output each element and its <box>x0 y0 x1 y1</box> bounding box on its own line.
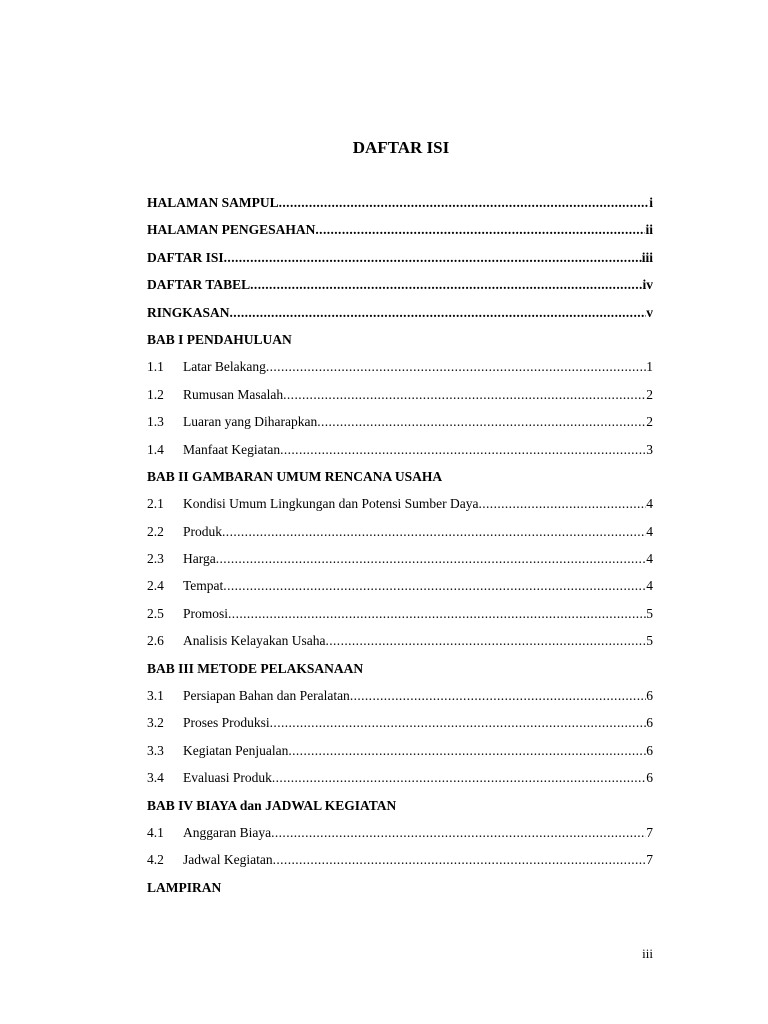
toc-entry-number: 1.2 <box>147 386 164 402</box>
footer-page-number: iii <box>642 946 653 961</box>
dot-leader <box>216 549 647 569</box>
toc-entry-page: 2 <box>646 414 653 430</box>
dot-leader <box>250 275 642 295</box>
toc-entry-page: iv <box>642 277 653 293</box>
toc-entry <box>147 385 653 412</box>
toc-entry-label: Jadwal Kegiatan <box>183 852 273 868</box>
toc-entry-label: Luaran yang Diharapkan <box>183 414 318 430</box>
toc-entry-label: LAMPIRAN <box>147 879 222 895</box>
dot-leader <box>350 686 646 706</box>
toc-entry-label: Produk <box>183 523 223 539</box>
toc-entry-label: Evaluasi Produk <box>183 770 272 786</box>
toc-entry <box>147 549 653 576</box>
table-of-contents <box>147 193 653 905</box>
toc-section-heading <box>147 659 653 686</box>
toc-entry-number: 4.2 <box>147 852 164 868</box>
toc-entry-label: Kegiatan Penjualan <box>183 742 289 758</box>
toc-entry-page: 4 <box>646 551 653 567</box>
toc-entry-label: Harga <box>183 551 216 567</box>
page-title: DAFTAR ISI <box>352 138 450 157</box>
toc-entry-label: DAFTAR ISI <box>147 249 224 265</box>
toc-entry-page: v <box>646 304 653 320</box>
toc-entry-label: BAB IV BIAYA dan JADWAL KEGIATAN <box>147 797 397 813</box>
toc-entry-number: 2.4 <box>147 578 164 594</box>
toc-entry-label: BAB I PENDAHULUAN <box>147 331 292 347</box>
toc-entry <box>147 522 653 549</box>
toc-entry-label: HALAMAN SAMPUL <box>147 195 279 210</box>
dot-leader <box>280 440 646 460</box>
toc-entry-page: 4 <box>646 578 653 594</box>
toc-entry <box>147 303 653 330</box>
toc-entry <box>147 741 653 768</box>
toc-section-heading <box>147 796 653 823</box>
toc-entry-number: 2.3 <box>147 551 164 567</box>
toc-entry-page: 2 <box>646 386 653 402</box>
toc-entry-label: BAB II GAMBARAN UMUM RENCANA USAHA <box>147 468 443 484</box>
dot-leader <box>325 631 646 651</box>
toc-entry <box>147 713 653 740</box>
toc-entry-label: Rumusan Masalah <box>183 386 284 402</box>
toc-entry <box>147 357 653 384</box>
toc-entry-number: 2.6 <box>147 633 164 649</box>
toc-entry-number: 3.1 <box>147 688 164 704</box>
toc-entry-number: 3.4 <box>147 770 164 786</box>
toc-entry-page: 6 <box>646 688 653 704</box>
toc-entry-page: 6 <box>646 742 653 758</box>
dot-leader <box>315 220 645 240</box>
dot-leader <box>283 385 646 405</box>
toc-entry-label: Kondisi Umum Lingkungan dan Potensi Sumber Daya <box>183 496 479 512</box>
toc-entry <box>147 193 653 220</box>
toc-entry-number: 1.1 <box>147 359 164 375</box>
dot-leader <box>478 494 646 514</box>
toc-entry <box>147 440 653 467</box>
toc-section-heading <box>147 878 653 905</box>
toc-entry-label: Tempat <box>183 578 224 594</box>
toc-entry-label: Promosi <box>183 605 229 621</box>
toc-entry-number: 4.1 <box>147 824 164 840</box>
toc-entry-page: 7 <box>646 824 653 840</box>
dot-leader <box>288 741 646 761</box>
toc-entry-label: Persiapan Bahan dan Peralatan <box>183 688 350 704</box>
toc-entry-page: 7 <box>646 852 653 868</box>
toc-entry <box>147 823 653 850</box>
toc-entry <box>147 686 653 713</box>
toc-entry <box>147 275 653 302</box>
toc-entry-page: iii <box>641 249 653 265</box>
toc-entry-label: Proses Produksi <box>183 715 270 731</box>
toc-entry <box>147 248 653 275</box>
toc-entry <box>147 631 653 658</box>
toc-entry-label: HALAMAN PENGESAHAN <box>147 222 316 238</box>
toc-entry-number: 2.5 <box>147 605 164 621</box>
dot-leader <box>230 303 647 323</box>
toc-entry-page: ii <box>645 222 653 238</box>
dot-leader <box>279 193 650 213</box>
dot-leader <box>272 768 646 788</box>
toc-entry-number: 3.2 <box>147 715 164 731</box>
dot-leader <box>271 823 646 843</box>
toc-entry-label: Analisis Kelayakan Usaha <box>183 633 326 649</box>
toc-entry-page: 4 <box>646 496 653 512</box>
dot-leader <box>224 248 642 268</box>
toc-entry-label: BAB III METODE PELAKSANAAN <box>147 660 364 676</box>
toc-entry <box>147 220 653 247</box>
toc-entry-number: 1.3 <box>147 414 164 430</box>
toc-entry <box>147 412 653 439</box>
toc-entry <box>147 494 653 521</box>
toc-entry-page: 6 <box>646 715 653 731</box>
toc-entry-page: 3 <box>646 441 653 457</box>
dot-leader <box>270 713 647 733</box>
dot-leader <box>222 522 646 542</box>
toc-entry-number: 3.3 <box>147 742 164 758</box>
dot-leader <box>317 412 646 432</box>
toc-entry <box>147 850 653 877</box>
toc-entry-label: Latar Belakang <box>183 359 266 375</box>
toc-entry-page: 5 <box>646 633 653 649</box>
toc-entry-label: DAFTAR TABEL <box>147 277 251 293</box>
toc-entry-number: 2.2 <box>147 523 164 539</box>
toc-entry-label: RINGKASAN <box>147 304 230 320</box>
toc-entry-page: 6 <box>646 770 653 786</box>
dot-leader <box>266 357 646 377</box>
dot-leader <box>223 576 646 596</box>
dot-leader <box>273 850 647 870</box>
toc-entry <box>147 768 653 795</box>
toc-entry-page: i <box>649 195 653 210</box>
toc-entry-number: 2.1 <box>147 496 164 512</box>
dot-leader <box>228 604 646 624</box>
toc-entry-label: Manfaat Kegiatan <box>183 441 281 457</box>
toc-entry <box>147 576 653 603</box>
toc-section-heading <box>147 467 653 494</box>
toc-entry-label: Anggaran Biaya <box>183 824 272 840</box>
toc-entry <box>147 604 653 631</box>
toc-section-heading <box>147 330 653 357</box>
toc-entry-number: 1.4 <box>147 441 164 457</box>
toc-entry-page: 1 <box>646 359 653 375</box>
toc-entry-page: 4 <box>646 523 653 539</box>
toc-entry-page: 5 <box>646 605 653 621</box>
